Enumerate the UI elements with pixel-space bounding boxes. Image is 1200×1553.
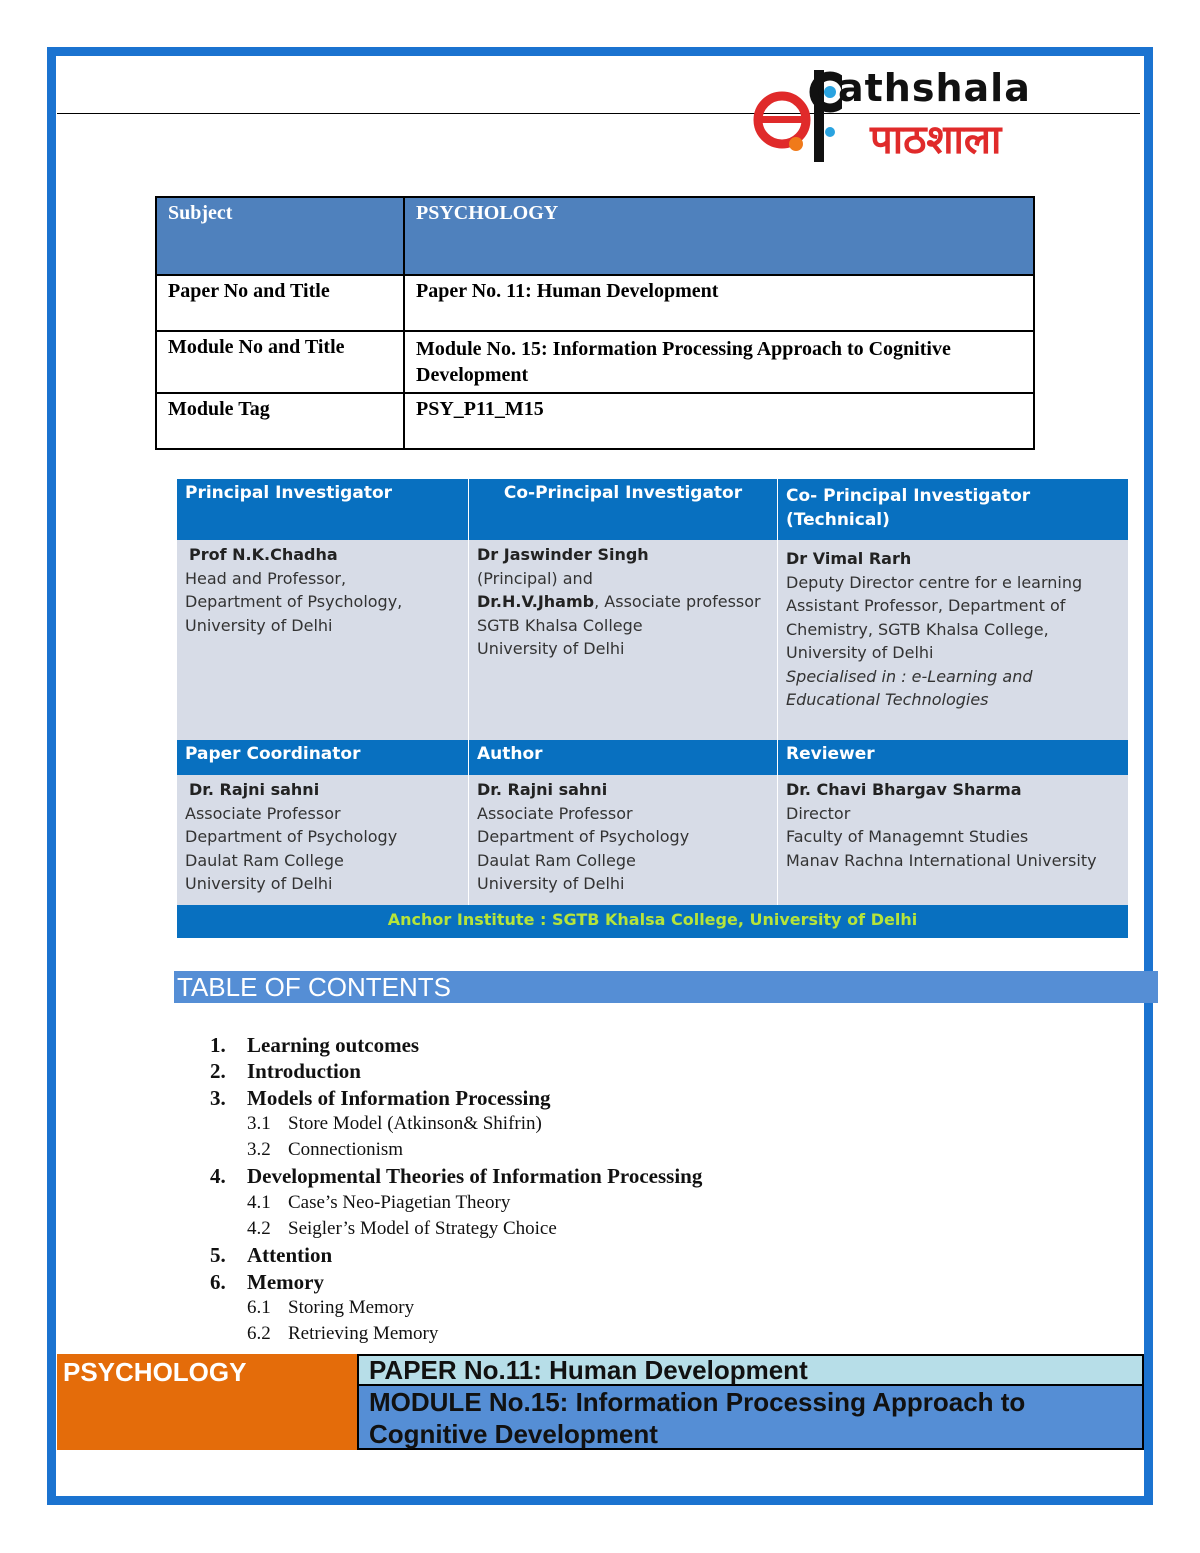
table-row [156, 275, 1034, 331]
toc-number: 3.1 [247, 1112, 271, 1134]
toc-item[interactable] [210, 1032, 702, 1058]
copi-line: SGTB Khalsa College [477, 615, 643, 635]
pc-name: Dr. Rajni sahni [189, 780, 320, 799]
toc-item[interactable] [210, 1163, 702, 1189]
pi-name: Prof N.K.Chadha [189, 545, 338, 564]
epathshala-logo [752, 62, 1102, 167]
toc-number: 1. [210, 1033, 226, 1057]
toc-item[interactable] [210, 1295, 702, 1321]
author-name: Dr. Rajni sahni [477, 780, 608, 799]
header-paper-coordinator: Paper Coordinator [177, 740, 469, 775]
author-line: Department of Psychology [477, 827, 690, 846]
copi-name2: Dr.H.V.Jhamb [477, 592, 595, 611]
pi-line: Head and Professor, [185, 568, 347, 588]
row-value: Module No. 15: Information Processing Approach to Cognitive Development [404, 331, 1034, 393]
copit-specialisation: Specialised in : e-Learning and Educational Technologies [786, 666, 1033, 709]
toc-item[interactable] [210, 1216, 702, 1242]
toc-number: 5. [210, 1243, 226, 1268]
toc-title: Retrieving Memory [288, 1323, 439, 1345]
row-value: PSYCHOLOGY [404, 197, 1034, 275]
copi-line: (Principal) and [477, 568, 593, 588]
pc-line: Associate Professor [185, 803, 341, 823]
pc-line: University of Delhi [185, 874, 333, 893]
toc-item[interactable] [210, 1111, 702, 1137]
toc-title: Models of Information Processing [247, 1085, 551, 1110]
table-row [156, 197, 1034, 275]
credits-table [177, 479, 1129, 938]
toc-item[interactable] [210, 1269, 702, 1295]
footer-subject: PSYCHOLOGY [57, 1354, 357, 1450]
reviewer-line: Director [786, 803, 851, 823]
toc-number: 4.2 [247, 1218, 271, 1240]
logo-ep-mark-icon [752, 62, 842, 167]
subject-table [155, 196, 1035, 450]
toc-item[interactable] [210, 1242, 702, 1268]
toc-item[interactable] [210, 1321, 702, 1347]
header-copi: Co-Principal Investigator [469, 479, 778, 540]
toc-number: 6.1 [247, 1296, 271, 1318]
author-line: Associate Professor [477, 803, 633, 823]
row-value: PSY_P11_M15 [404, 393, 1034, 449]
anchor-institute: Anchor Institute : SGTB Khalsa College, University of Delhi [177, 905, 1129, 938]
page-footer [57, 1354, 1144, 1450]
logo-text-hi: पाठशाला [870, 117, 1002, 163]
toc-title: Storing Memory [288, 1296, 415, 1318]
toc-number: 4.1 [247, 1191, 271, 1213]
copit-line: Assistant Professor, Department of Chemistry, SGTB Khalsa College, [786, 596, 1066, 639]
toc-item[interactable] [210, 1190, 702, 1216]
pc-line: Department of Psychology [185, 827, 398, 846]
row-label: Module Tag [156, 393, 404, 449]
table-of-contents [210, 1032, 702, 1348]
copi-name: Dr Jaswinder Singh [477, 545, 649, 564]
pi-line: Department of Psychology, [185, 592, 403, 611]
toc-title: Learning outcomes [247, 1033, 420, 1057]
pi-line: University of Delhi [185, 615, 333, 635]
table-row [156, 393, 1034, 449]
toc-title: Store Model (Atkinson& Shifrin) [288, 1112, 542, 1134]
toc-number: 3. [210, 1085, 226, 1110]
toc-item[interactable] [210, 1058, 702, 1084]
copit-line: Deputy Director centre for e learning [786, 572, 1083, 592]
author-line: Daulat Ram College [477, 850, 636, 870]
row-label: Paper No and Title [156, 275, 404, 331]
toc-title: Memory [247, 1269, 324, 1294]
author-line: University of Delhi [477, 874, 625, 893]
toc-item[interactable] [210, 1137, 702, 1163]
footer-paper: PAPER No.11: Human Development [357, 1354, 1144, 1386]
row-value: Paper No. 11: Human Development [404, 275, 1034, 331]
copit-line: University of Delhi [786, 643, 934, 662]
toc-item[interactable] [210, 1085, 702, 1111]
pc-line: Daulat Ram College [185, 850, 344, 870]
toc-heading: TABLE OF CONTENTS [174, 971, 1158, 1003]
reviewer-line: Manav Rachna International University [786, 850, 1097, 870]
toc-title: Seigler’s Model of Strategy Choice [288, 1218, 557, 1240]
header-author: Author [469, 740, 778, 775]
toc-number: 3.2 [247, 1139, 271, 1161]
toc-title: Attention [247, 1243, 333, 1268]
table-row [156, 331, 1034, 393]
copi-line: , Associate professor [594, 592, 761, 611]
toc-title: Introduction [247, 1059, 361, 1084]
footer-module: MODULE No.15: Information Processing Approach to Cognitive Development [357, 1386, 1144, 1450]
header-pi: Principal Investigator [177, 479, 469, 540]
row-label: Module No and Title [156, 331, 404, 393]
row-label: Subject [156, 197, 404, 275]
toc-number: 6.2 [247, 1323, 271, 1345]
reviewer-line: Faculty of Managemnt Studies [786, 827, 1029, 846]
copi-line: University of Delhi [477, 639, 625, 658]
toc-title: Developmental Theories of Information Processing [247, 1164, 703, 1189]
logo-text-en: athshala [838, 66, 1031, 110]
header-reviewer: Reviewer [778, 740, 1129, 775]
toc-number: 6. [210, 1269, 226, 1294]
copit-name: Dr Vimal Rarh [786, 549, 912, 568]
toc-number: 4. [210, 1164, 226, 1189]
header-copi-technical: Co- Principal Investigator (Technical) [778, 479, 1129, 540]
toc-title: Connectionism [288, 1139, 404, 1161]
reviewer-name: Dr. Chavi Bhargav Sharma [786, 780, 1022, 799]
toc-title: Case’s Neo-Piagetian Theory [288, 1191, 511, 1213]
toc-number: 2. [210, 1059, 226, 1084]
